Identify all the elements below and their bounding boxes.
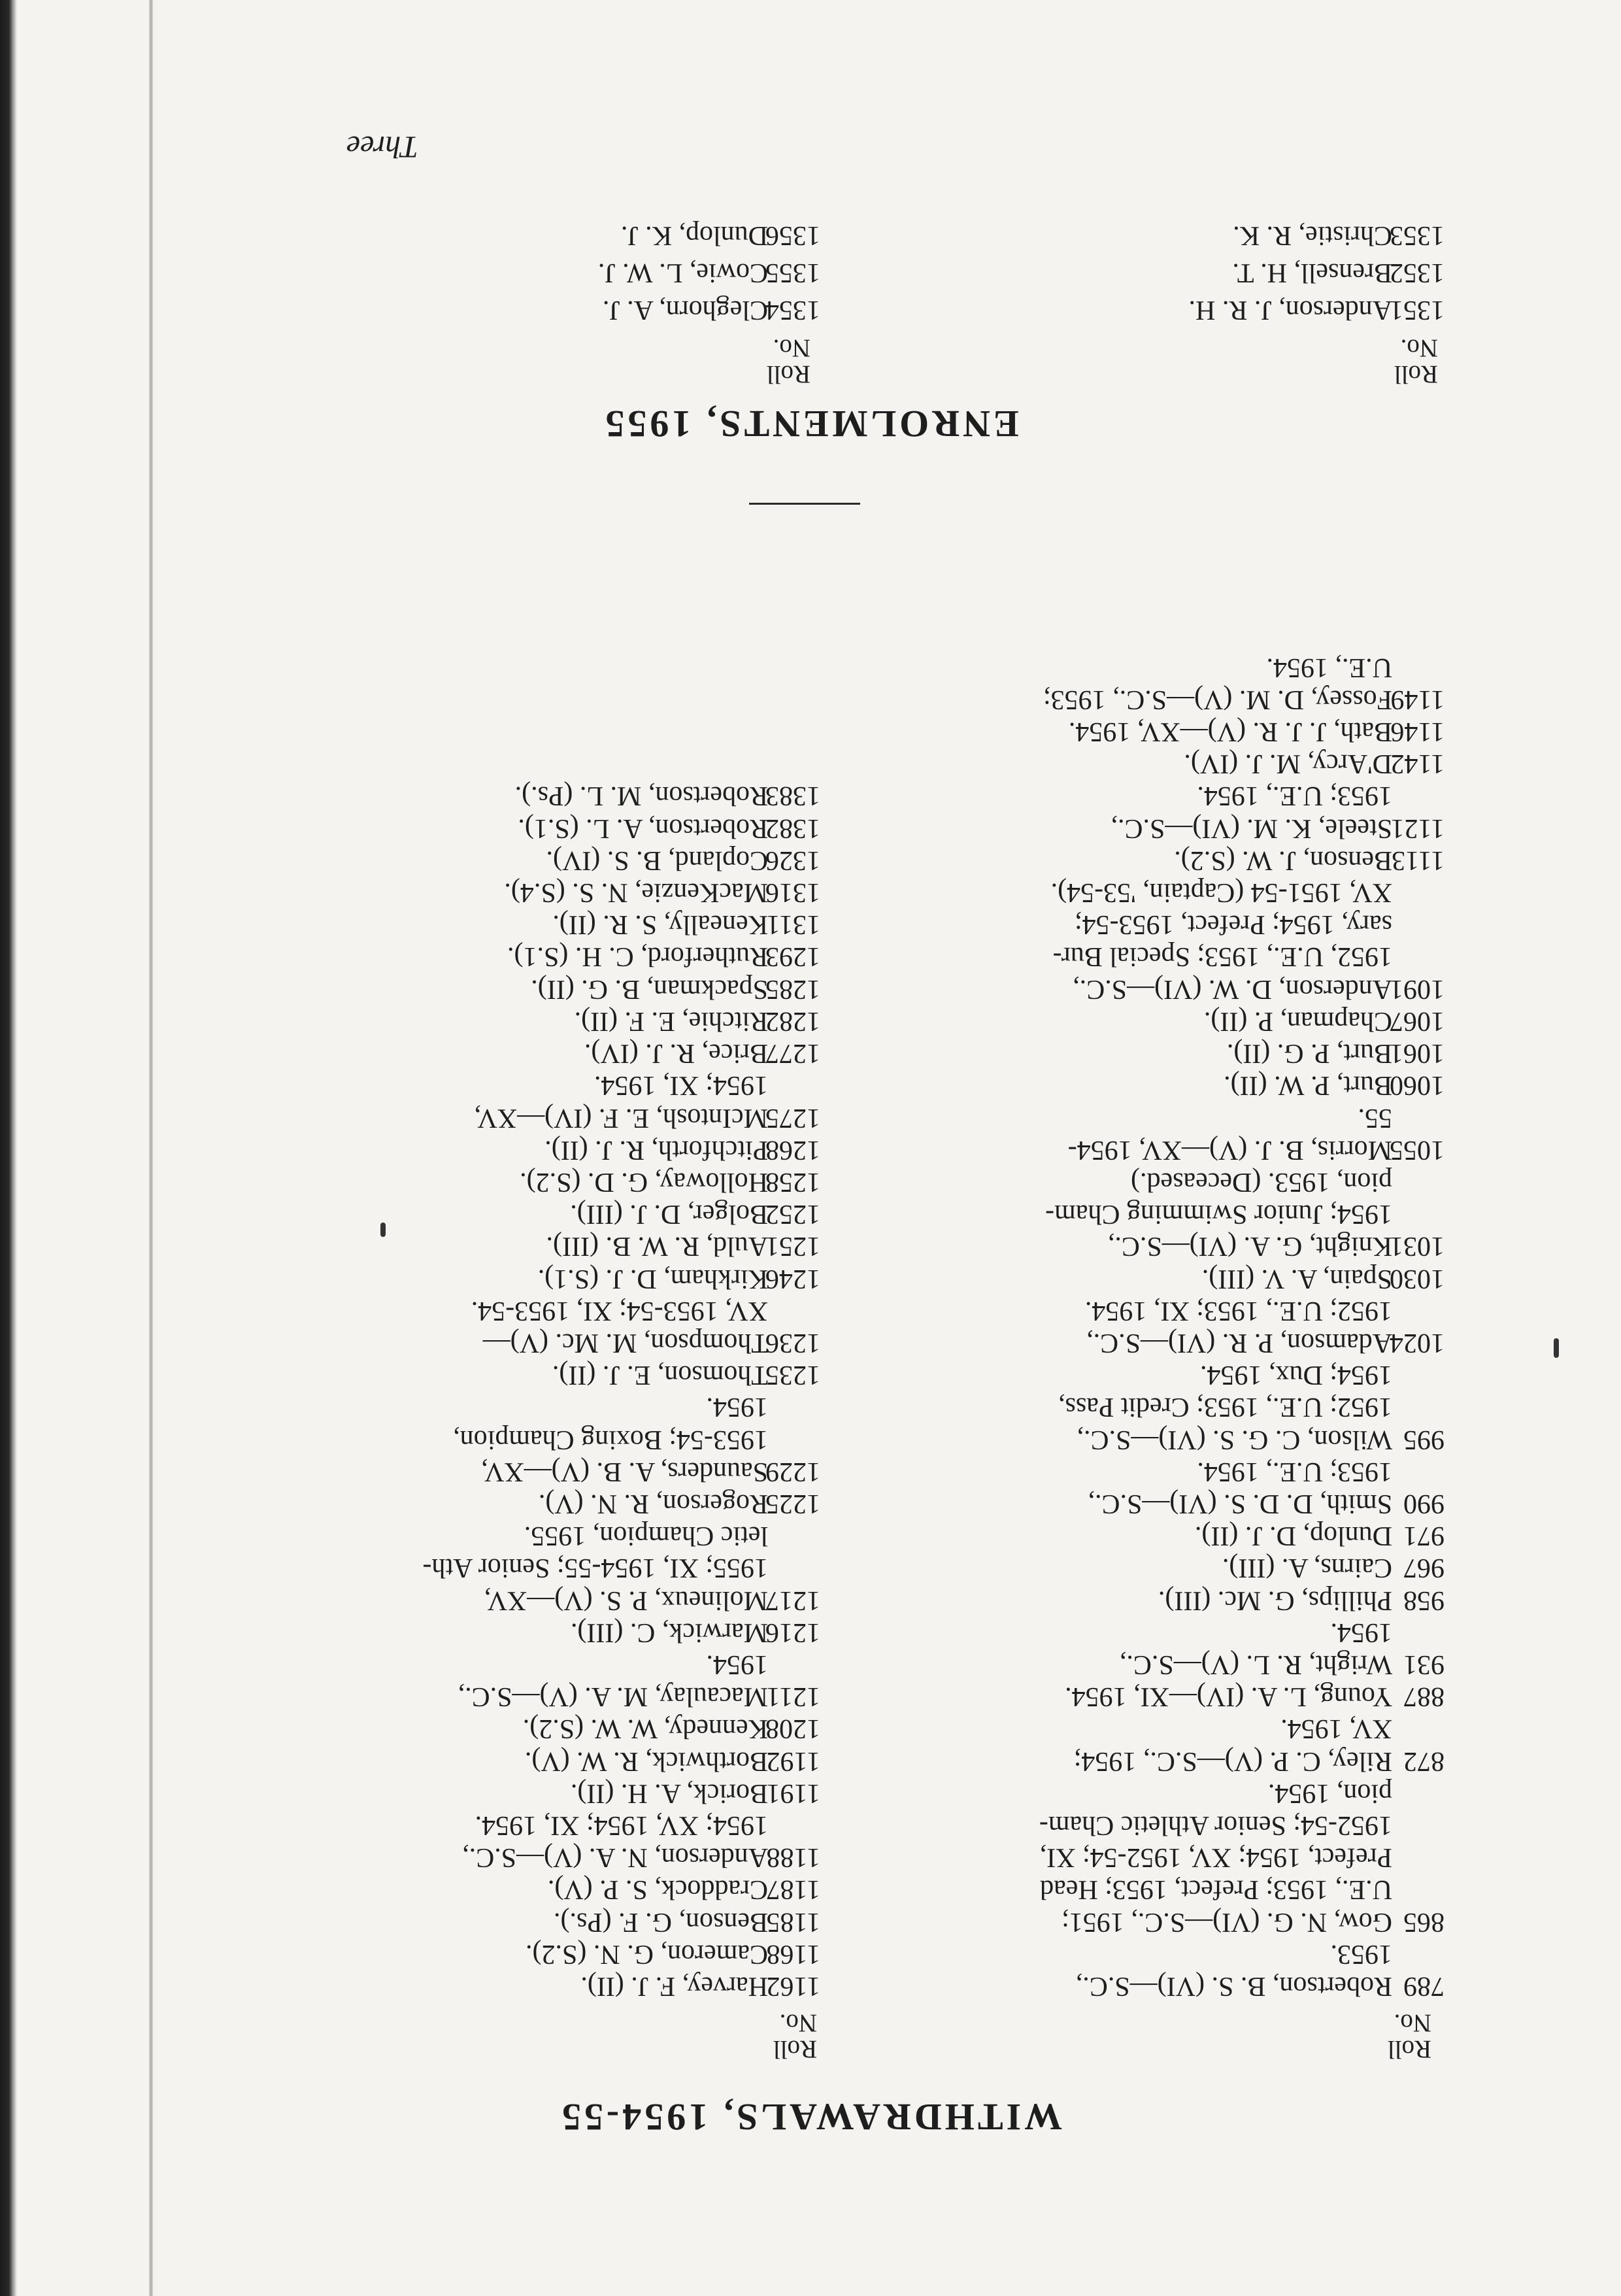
- entry-text: Saunders, A. B. (V)—XV,: [480, 1456, 768, 1487]
- withdrawal-entry: [869, 779, 1445, 811]
- withdrawal-entry: [869, 876, 1445, 908]
- entry-text: Burt, P. G. (II).: [1226, 1038, 1392, 1069]
- entry-text: Wilson, C. G. S. (VI)—S.C.,: [1077, 1424, 1392, 1455]
- withdrawal-entry: [193, 1455, 820, 1487]
- enrolments-right-column: [284, 216, 820, 328]
- roll-number: 1246: [765, 1263, 820, 1294]
- withdrawal-entry: [193, 1970, 820, 2002]
- withdrawal-entry: [193, 844, 820, 876]
- roll-number: 1293: [765, 941, 820, 972]
- scan-mark: [380, 1223, 386, 1237]
- entry-text: McIntosh, E. F. (IV)—XV,: [474, 1102, 768, 1133]
- entry-text: U.E., 1954.: [1266, 652, 1392, 683]
- entry-text: 1954.: [706, 1649, 768, 1680]
- roll-number: 1316: [765, 877, 820, 908]
- entry-text: Young, L. A. (IV)—XI, 1954.: [1065, 1681, 1392, 1712]
- entry-text: Anderson, J. R. H.: [1188, 295, 1392, 325]
- withdrawal-entry: [193, 908, 820, 940]
- entry-text: Cleghorn, A. J.: [602, 295, 768, 325]
- entry-text: Rutherford, C. H. (S.1).: [507, 941, 768, 972]
- roll-number: 1168: [766, 1938, 820, 1969]
- entry-text: 55.: [1358, 1102, 1392, 1133]
- no-label: No.: [1394, 2009, 1431, 2037]
- roll-number: 967: [1403, 1553, 1445, 1583]
- entry-text: Brice, R. J. (IV).: [584, 1038, 768, 1069]
- withdrawal-entry: [193, 1487, 820, 1519]
- withdrawal-entry: [869, 1616, 1445, 1648]
- roll-number: 1061: [1390, 1038, 1445, 1069]
- entry-text: Ritchie, E. F. (II).: [574, 1005, 768, 1036]
- entry-text: MacKenzie, N. S. (S.4).: [504, 877, 768, 908]
- entry-text: Fossey, D. M. (V)—S.C., 1953;: [1043, 684, 1392, 715]
- roll-number: [1392, 1841, 1445, 1873]
- roll-number: [1392, 1294, 1445, 1326]
- entry-text: Bolger, D. J. (III).: [570, 1199, 768, 1230]
- entry-text: letic Champion, 1955.: [524, 1521, 768, 1551]
- roll-number: 1091: [1390, 973, 1445, 1004]
- roll-number: [768, 1551, 820, 1583]
- withdrawal-entry: [869, 1069, 1445, 1101]
- roll-number: 1235: [765, 1360, 820, 1391]
- roll-number: 1285: [765, 973, 820, 1004]
- roll-number: 971: [1403, 1521, 1445, 1551]
- entry-text: Gow, N. G. (VI)—S.C., 1951;: [1061, 1906, 1392, 1937]
- entry-text: Bath, J. J. R. (V)—XV, 1954.: [1068, 717, 1392, 747]
- withdrawal-entry: [193, 973, 820, 1005]
- withdrawal-entry: [869, 1712, 1445, 1744]
- roll-number: 872: [1403, 1746, 1445, 1776]
- withdrawal-entry: [869, 1938, 1445, 1970]
- entry-text: Burt, P. W. (II).: [1224, 1070, 1392, 1101]
- withdrawal-entry: [193, 1841, 820, 1873]
- no-label: No.: [779, 2009, 817, 2037]
- roll-number: 1208: [765, 1714, 820, 1744]
- entry-text: Steele, K. M. (VI)—S.C.,: [1111, 813, 1392, 843]
- roll-number: [768, 1069, 820, 1101]
- roll-number: 1355: [765, 258, 820, 288]
- withdrawal-entry: [869, 1551, 1445, 1583]
- roll-number: [1392, 1712, 1445, 1744]
- entry-text: pion, 1954.: [1267, 1778, 1392, 1808]
- withdrawal-entry: [193, 1648, 820, 1680]
- withdrawal-entry: [193, 1101, 820, 1133]
- roll-number: 1146: [1390, 717, 1445, 747]
- roll-number: 1067: [1390, 1005, 1445, 1036]
- roll-number: 1149: [1390, 684, 1445, 715]
- withdrawal-entry: [193, 1134, 820, 1166]
- entry-text: Thompson, M. Mc. (V)—: [482, 1327, 768, 1358]
- entry-text: Rogerson, R. N. (V).: [538, 1488, 768, 1519]
- entry-text: Anderson, N. A. (V)—S.C.,: [462, 1842, 768, 1873]
- roll-number: [768, 1809, 820, 1841]
- withdrawal-entry: [193, 1166, 820, 1198]
- roll-number: 1024: [1390, 1327, 1445, 1358]
- entry-text: Borthwick, R. W. (V).: [524, 1746, 768, 1776]
- withdrawal-entry: [869, 1809, 1445, 1841]
- entry-text: 1954; Junior Swimming Cham-: [1045, 1199, 1392, 1230]
- withdrawal-entry: [193, 1198, 820, 1230]
- withdrawal-entry: [869, 973, 1445, 1005]
- withdrawal-entry: [193, 1262, 820, 1294]
- roll-number: 1251: [765, 1231, 820, 1262]
- roll-number: 1142: [1390, 749, 1445, 779]
- entry-text: Molineux, P. S. (V)—XV,: [484, 1585, 768, 1615]
- entry-text: Christie, R. K.: [1233, 220, 1392, 250]
- withdrawal-entry: [869, 1166, 1445, 1198]
- withdrawal-entry: [869, 683, 1445, 715]
- withdrawal-entry: [193, 1230, 820, 1262]
- entry-text: Craddock, S. P. (V).: [547, 1874, 768, 1905]
- withdrawals-left-roll-header: [1388, 2010, 1431, 2062]
- entry-text: Robertson, B. S. (VI)—S.C.,: [1075, 1971, 1392, 2001]
- withdrawal-entry: [869, 1905, 1445, 1937]
- entry-text: Smith, D. D. S. (VI)—S.C.,: [1088, 1488, 1392, 1519]
- withdrawal-entry: [193, 1616, 820, 1648]
- withdrawal-entry: [869, 1391, 1445, 1423]
- entry-text: 1953; U.E., 1954.: [1197, 781, 1392, 811]
- withdrawals-right-column: [193, 779, 820, 2002]
- withdrawal-entry: [869, 811, 1445, 843]
- withdrawal-entry: [869, 1777, 1445, 1809]
- roll-number: 1351: [1390, 295, 1445, 325]
- roll-number: 1268: [765, 1134, 820, 1165]
- roll-number: [768, 1294, 820, 1326]
- entry-text: 1954; XV, 1954; XI, 1954.: [475, 1810, 768, 1840]
- entry-text: Brensell, H. T.: [1232, 258, 1392, 288]
- roll-number: 1030: [1390, 1263, 1445, 1294]
- roll-number: [768, 1391, 820, 1423]
- entry-text: Adamson, P. R. (VI)—S.C.,: [1086, 1327, 1392, 1358]
- roll-number: 1188: [766, 1842, 820, 1873]
- roll-number: 1382: [765, 813, 820, 843]
- enrolment-entry: [909, 291, 1445, 328]
- withdrawal-entry: [193, 1938, 820, 1970]
- entry-text: D'Arcy, M. J. (IV).: [1184, 749, 1392, 779]
- roll-number: [1392, 1616, 1445, 1648]
- entry-text: Thomson, E. J. (II).: [552, 1360, 768, 1391]
- entry-text: Prefect, 1954; XV, 1952-54; XI,: [1039, 1842, 1392, 1873]
- withdrawal-entry: [869, 940, 1445, 972]
- withdrawals-right-roll-header: [773, 2010, 817, 2062]
- enrolments-left-column: [909, 216, 1445, 328]
- entry-text: U.E., 1953; Prefect, 1953; Head: [1040, 1874, 1392, 1905]
- entry-text: 1954.: [706, 1392, 768, 1423]
- entry-text: XV, 1953-54; XI, 1953-54.: [471, 1295, 768, 1326]
- roll-number: 1225: [765, 1488, 820, 1519]
- withdrawal-entry: [869, 1455, 1445, 1487]
- entry-text: 1954; XI, 1954.: [594, 1070, 768, 1101]
- withdrawal-entry: [193, 1551, 820, 1583]
- roll-label: Roll: [773, 2035, 817, 2063]
- entry-text: 1952-54; Senior Athletic Cham-: [1039, 1810, 1392, 1840]
- withdrawal-entry: [193, 1005, 820, 1037]
- roll-number: [1392, 876, 1445, 908]
- enrolment-entry: [909, 216, 1445, 254]
- withdrawals-title: WITHDRAWALS, 1954-55: [558, 2096, 1063, 2138]
- roll-number: [1392, 1455, 1445, 1487]
- entry-text: Marwick, C. (III).: [570, 1617, 768, 1647]
- withdrawal-entry: [869, 747, 1445, 779]
- roll-number: 1060: [1390, 1070, 1445, 1101]
- section-divider: [749, 503, 860, 505]
- page-folio: Three: [346, 129, 418, 164]
- entry-text: Copland, B. S. (IV).: [546, 845, 768, 875]
- roll-number: [768, 1519, 820, 1551]
- entry-text: 1953.: [1330, 1938, 1392, 1969]
- withdrawal-entry: [193, 811, 820, 843]
- entry-text: Robertson, A. L. (S.1).: [518, 813, 768, 843]
- withdrawal-entry: [193, 1037, 820, 1069]
- withdrawal-entry: [193, 1680, 820, 1712]
- roll-number: [1392, 650, 1445, 683]
- roll-number: 1258: [765, 1166, 820, 1197]
- entry-text: XV, 1954.: [1280, 1714, 1392, 1744]
- roll-number: 1277: [765, 1038, 820, 1069]
- entry-text: 1952; U.E., 1953; XI, 1954.: [1084, 1295, 1392, 1326]
- entry-text: Borick, A. H. (II).: [570, 1778, 768, 1808]
- roll-number: [1392, 1938, 1445, 1970]
- withdrawal-entry: [193, 940, 820, 972]
- roll-number: [768, 1648, 820, 1680]
- entry-text: Spain, A. V. (III).: [1201, 1263, 1392, 1294]
- withdrawal-entry: [869, 715, 1445, 747]
- withdrawal-entry: [869, 1841, 1445, 1873]
- withdrawal-entry: [869, 1487, 1445, 1519]
- entry-text: pion, 1953. (Deceased.): [1130, 1166, 1392, 1197]
- enrolments-left-roll-header: [1394, 335, 1438, 387]
- withdrawal-entry: [193, 1873, 820, 1905]
- roll-number: [1392, 1198, 1445, 1230]
- roll-number: 1191: [766, 1778, 820, 1808]
- withdrawal-entry: [193, 876, 820, 908]
- withdrawal-entry: [193, 1744, 820, 1776]
- withdrawal-entry: [193, 1809, 820, 1841]
- entry-text: Holloway, G. D. (S.2).: [520, 1166, 768, 1197]
- entry-text: Cameron, G. N. (S.2).: [526, 1938, 768, 1969]
- entry-text: Keneally, S. R. (II).: [552, 909, 768, 940]
- roll-number: 1275: [765, 1102, 820, 1133]
- roll-number: 1192: [766, 1746, 820, 1776]
- roll-number: 931: [1403, 1649, 1445, 1680]
- enrolment-entry: [284, 291, 820, 328]
- roll-number: 1236: [765, 1327, 820, 1358]
- roll-number: 1055: [1390, 1134, 1445, 1165]
- roll-number: [1392, 908, 1445, 940]
- withdrawal-entry: [193, 1423, 820, 1455]
- withdrawal-entry: [869, 1294, 1445, 1326]
- entry-text: Harvey, F. J. (II).: [580, 1971, 768, 2001]
- roll-number: [1392, 1391, 1445, 1423]
- roll-number: 887: [1403, 1681, 1445, 1712]
- withdrawal-entry: [193, 1712, 820, 1744]
- roll-number: [1392, 779, 1445, 811]
- roll-number: 1217: [765, 1585, 820, 1615]
- entry-text: 1954.: [1330, 1617, 1392, 1647]
- entry-text: 1954; Dux, 1954.: [1200, 1360, 1392, 1391]
- withdrawal-entry: [193, 1583, 820, 1615]
- roll-number: 995: [1403, 1424, 1445, 1455]
- withdrawal-entry: [869, 908, 1445, 940]
- roll-number: [1392, 1777, 1445, 1809]
- roll-number: 1185: [766, 1906, 820, 1937]
- roll-number: 789: [1403, 1971, 1445, 2001]
- roll-number: 1354: [765, 295, 820, 325]
- entry-text: Morris, B. J. (V)—XV, 1954-: [1067, 1134, 1392, 1165]
- entry-text: Chapman, P. (II).: [1203, 1005, 1392, 1036]
- withdrawal-entry: [869, 1101, 1445, 1133]
- scan-mark: [1554, 1338, 1559, 1358]
- entry-text: Riley, C. P. (V)—S.C., 1954;: [1073, 1746, 1392, 1776]
- withdrawal-entry: [869, 1198, 1445, 1230]
- entry-text: Macaulay, M. A. (V)—S.C.,: [458, 1681, 768, 1712]
- entry-text: Dunlop, D. J. (II).: [1194, 1521, 1392, 1551]
- entry-text: 1952, U.E., 1953; Special Bur-: [1052, 941, 1392, 972]
- withdrawal-entry: [193, 779, 820, 811]
- withdrawal-entry: [869, 1359, 1445, 1391]
- withdrawal-entry: [869, 1680, 1445, 1712]
- enrolment-entry: [284, 216, 820, 254]
- withdrawal-entry: [869, 1134, 1445, 1166]
- roll-label: Roll: [766, 360, 811, 388]
- roll-label: Roll: [1394, 360, 1438, 388]
- entry-text: Spackman, B. G. (II).: [531, 973, 768, 1004]
- withdrawal-entry: [869, 1262, 1445, 1294]
- entry-text: Cairns, A. (III).: [1222, 1553, 1392, 1583]
- entry-text: Pitchforth, R. J. (II).: [544, 1134, 768, 1165]
- roll-number: 1211: [766, 1681, 820, 1712]
- roll-number: [1392, 1359, 1445, 1391]
- roll-number: 990: [1403, 1488, 1445, 1519]
- entry-text: Kirkham, D. J. (S.1).: [537, 1263, 768, 1294]
- roll-number: 1352: [1390, 258, 1445, 288]
- roll-number: [768, 1423, 820, 1455]
- withdrawal-entry: [869, 1037, 1445, 1069]
- entry-text: Kennedy, W. W. (S.2).: [522, 1714, 768, 1744]
- withdrawal-entry: [193, 1519, 820, 1551]
- withdrawal-entry: [869, 1423, 1445, 1455]
- withdrawal-entry: [869, 1873, 1445, 1905]
- withdrawals-left-column: [869, 650, 1445, 2002]
- withdrawal-entry: [869, 1230, 1445, 1262]
- roll-number: 1383: [765, 781, 820, 811]
- entry-text: 1953; U.E., 1954.: [1197, 1456, 1392, 1487]
- entry-text: Dunlop, K. J.: [620, 220, 768, 250]
- roll-number: [1392, 940, 1445, 972]
- roll-number: 865: [1403, 1906, 1445, 1937]
- withdrawal-entry: [869, 1005, 1445, 1037]
- entry-text: Cowie, L. W. J.: [597, 258, 768, 288]
- entry-text: Wright, R. L. (V)—S.C.,: [1119, 1649, 1392, 1680]
- withdrawal-entry: [869, 1583, 1445, 1615]
- enrolments-right-roll-header: [767, 335, 811, 387]
- withdrawal-entry: [193, 1294, 820, 1326]
- enrolment-entry: [909, 254, 1445, 291]
- roll-number: [1392, 1166, 1445, 1198]
- roll-number: 1187: [766, 1874, 820, 1905]
- roll-number: 1216: [765, 1617, 820, 1647]
- entry-text: Benson, G. F. (Ps.).: [553, 1906, 768, 1937]
- roll-number: [1392, 1809, 1445, 1841]
- entry-text: sary, 1954; Prefect, 1953-54;: [1075, 909, 1392, 940]
- entry-text: Robertson, M. L. (Ps.).: [514, 781, 768, 811]
- entry-text: Anderson, D. W. (VI)—S.C.,: [1073, 973, 1392, 1004]
- withdrawal-entry: [869, 1326, 1445, 1359]
- entry-text: 1955; XI, 1954-55; Senior Ath-: [422, 1553, 768, 1583]
- roll-number: 1252: [765, 1199, 820, 1230]
- roll-number: [1392, 1873, 1445, 1905]
- entry-text: Phillips, G. Mc. (III).: [1158, 1585, 1392, 1615]
- roll-number: 1282: [765, 1005, 820, 1036]
- withdrawal-entry: [869, 844, 1445, 876]
- entry-text: Benson, J. W. (S.2).: [1174, 845, 1392, 875]
- roll-number: [1392, 1101, 1445, 1133]
- roll-number: 1311: [766, 909, 820, 940]
- roll-number: 1031: [1390, 1231, 1445, 1262]
- roll-number: 1353: [1390, 220, 1445, 250]
- withdrawal-entry: [193, 1069, 820, 1101]
- roll-number: 1121: [1390, 813, 1445, 843]
- entry-text: 1952; U.E., 1953; Credit Pass,: [1058, 1392, 1392, 1423]
- withdrawal-entry: [193, 1326, 820, 1359]
- entry-text: Knight, G. A. (VI)—S.C.,: [1107, 1231, 1392, 1262]
- withdrawal-entry: [869, 1970, 1445, 2002]
- roll-number: 1326: [765, 845, 820, 875]
- withdrawal-entry: [193, 1359, 820, 1391]
- withdrawal-entry: [869, 1519, 1445, 1551]
- withdrawal-entry: [869, 1744, 1445, 1776]
- entry-text: Auld, R. W. B. (III).: [546, 1231, 768, 1262]
- roll-number: 1162: [766, 1971, 820, 2001]
- withdrawal-entry: [193, 1391, 820, 1423]
- withdrawal-entry: [869, 650, 1445, 683]
- no-label: No.: [1400, 334, 1438, 362]
- roll-label: Roll: [1387, 2035, 1431, 2063]
- withdrawal-entry: [193, 1905, 820, 1937]
- roll-number: 958: [1403, 1585, 1445, 1615]
- withdrawal-entry: [193, 1777, 820, 1809]
- roll-number: 1229: [765, 1456, 820, 1487]
- roll-number: 1356: [765, 220, 820, 250]
- enrolment-entry: [284, 254, 820, 291]
- entry-text: XV, 1951-54 (Captain, '53-54).: [1050, 877, 1392, 908]
- no-label: No.: [773, 334, 811, 362]
- withdrawal-entry: [869, 1648, 1445, 1680]
- roll-number: 1113: [1392, 845, 1445, 875]
- entry-text: 1953-54; Boxing Champion,: [453, 1424, 768, 1455]
- enrolments-title: ENROLMENTS, 1955: [602, 403, 1019, 445]
